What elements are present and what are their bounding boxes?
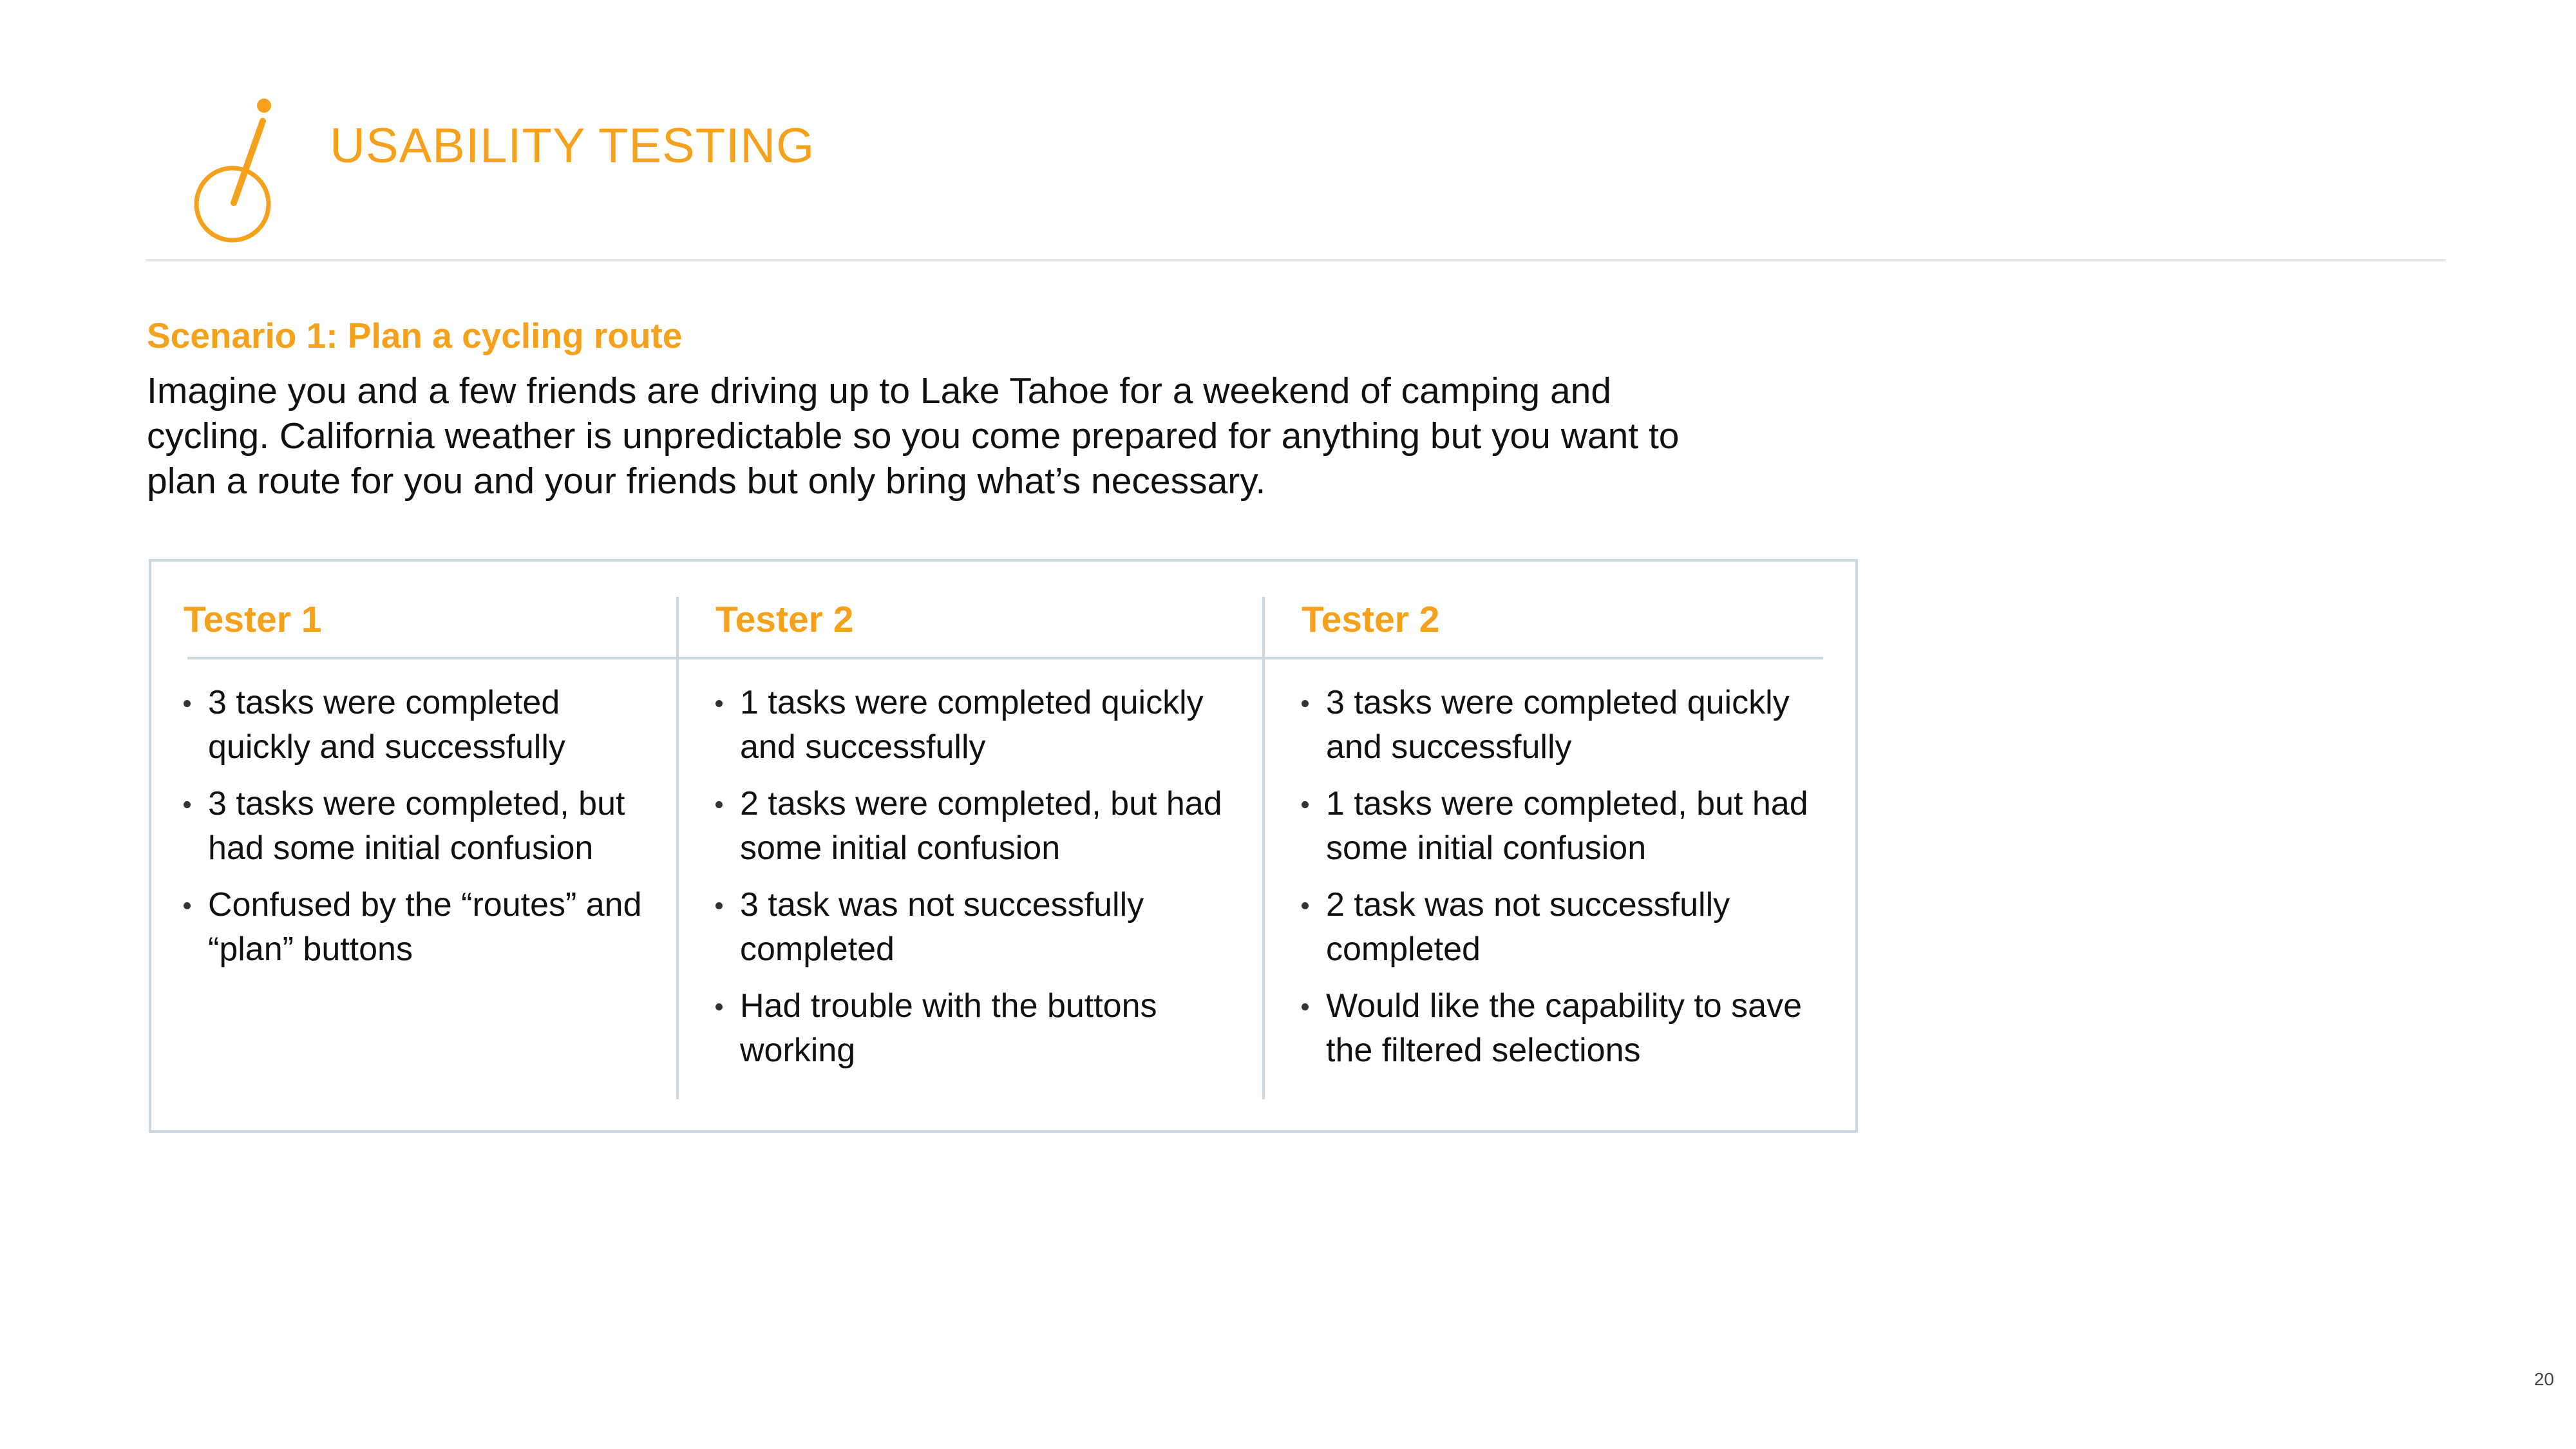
column-divider — [1262, 597, 1265, 1099]
list-item: 3 tasks were completed, but had some initial confusion — [184, 782, 660, 871]
scenario-title: Scenario 1: Plan a cycling route — [147, 316, 683, 355]
list-item: 1 tasks were completed quickly and successfully — [715, 681, 1231, 770]
tester-notes-list — [184, 681, 660, 984]
list-item: Would like the capability to save the filtered selections — [1302, 984, 1817, 1073]
list-item: 1 tasks were completed, but had some initial confusion — [1302, 782, 1817, 871]
tester-notes-list — [715, 681, 1231, 1085]
list-item: Had trouble with the buttons working — [715, 984, 1231, 1073]
header-divider — [146, 259, 2446, 261]
list-item: 3 task was not successfully completed — [715, 883, 1231, 972]
tester-results-table — [149, 559, 1858, 1133]
scenario-description: Imagine you and a few friends are driving up to Lake Tahoe for a weekend of camping and cycling. California weather is unpredictable so you come prepared for anything but you want to plan a route for you and your friends but only bring what’s necessary. — [147, 370, 1680, 502]
page-number: 20 — [2533, 1369, 2554, 1389]
list-item: 3 tasks were completed quickly and successfully — [1302, 681, 1817, 770]
table-header-rule — [187, 657, 1823, 659]
page-title: USABILITY TESTING — [330, 118, 815, 173]
tester-heading: Tester 2 — [715, 599, 854, 640]
list-item: 2 tasks were completed, but had some initial confusion — [715, 782, 1231, 871]
logo-stroke — [234, 121, 263, 203]
logo-dot — [257, 99, 271, 113]
column-divider — [676, 597, 679, 1099]
tester-notes-list — [1302, 681, 1817, 1085]
cycling-logo-icon — [190, 97, 280, 251]
tester-heading: Tester 2 — [1302, 599, 1440, 640]
list-item: 2 task was not successfully completed — [1302, 883, 1817, 972]
list-item: 3 tasks were completed quickly and successfully — [184, 681, 660, 770]
tester-heading: Tester 1 — [184, 599, 322, 640]
list-item: Confused by the “routes” and “plan” buttons — [184, 883, 660, 972]
